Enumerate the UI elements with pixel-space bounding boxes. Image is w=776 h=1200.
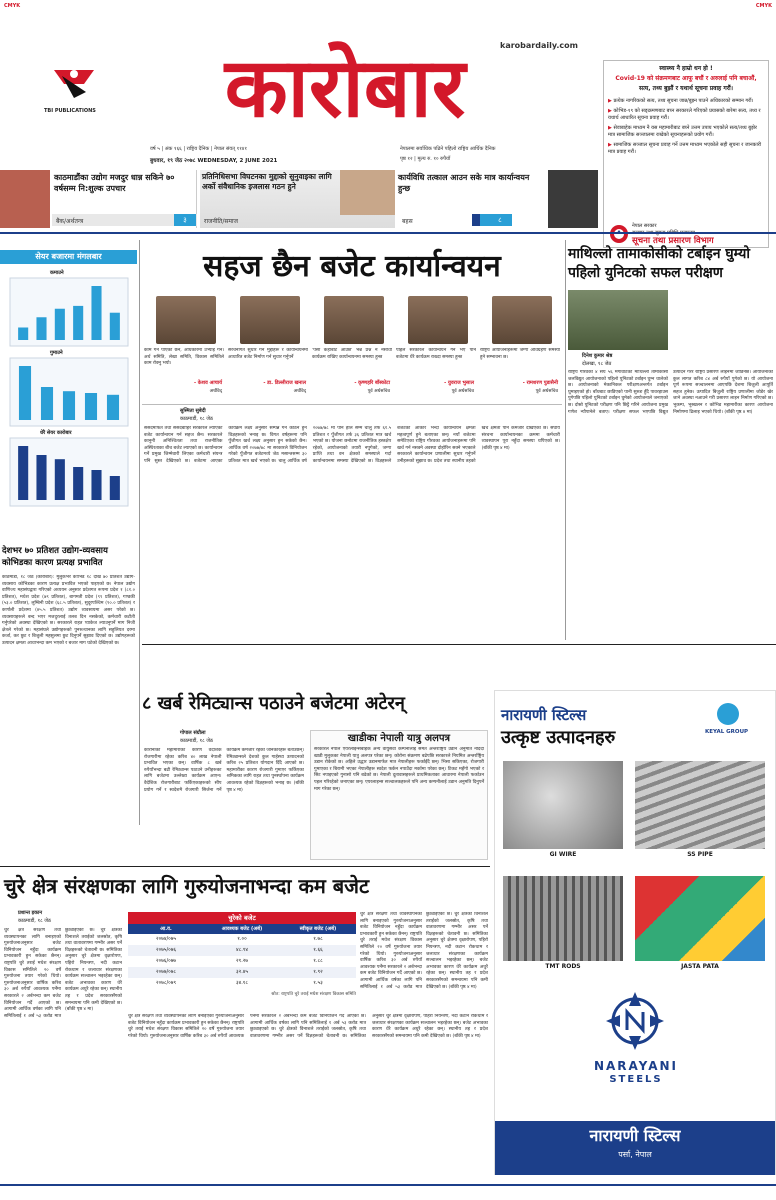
ad-group: KEYAL GROUP xyxy=(705,729,749,735)
table-row xyxy=(128,967,356,978)
remittance-dateline: काठमाडौं, १८ जेठ xyxy=(180,738,213,744)
expert-photo xyxy=(240,296,300,344)
date-line: बुधवार, १९ जेठ २०७८ WEDNESDAY, 2 JUNE 2021 xyxy=(150,158,278,164)
ad-tagline: उत्कृष्ट उत्पादनहरु xyxy=(501,727,616,748)
notice-title-1: स्वास्थ्य नै हाम्रो धन हो ! xyxy=(659,65,713,72)
promo-page: ८ xyxy=(488,214,512,226)
chart-bar xyxy=(73,467,83,500)
tamakoshi-reporter: दिनेश कुमार श्रेष्ठ xyxy=(582,353,613,359)
promo-photo xyxy=(548,170,598,228)
price-line: पृष्ठ १२ | मूल्य रु. १० रुपैयाँ xyxy=(400,156,451,162)
notice-bullet xyxy=(608,108,764,122)
promo-section: बैंक/अर्थतन्त्र xyxy=(56,218,84,225)
chart1-label: कमाउने xyxy=(50,270,64,276)
expert-name: - केशव आचार्य xyxy=(193,380,222,386)
expert-role: पूर्व अर्थसचिव xyxy=(451,389,474,394)
churay-table-title: चुरेको बजेट xyxy=(128,912,356,924)
chart-bar xyxy=(18,446,28,500)
product-label: TMT RODS xyxy=(545,963,581,970)
table-header: आ.व. xyxy=(160,926,172,932)
bullet-icon: ▶ xyxy=(608,98,614,104)
main-body: संसदमार्फत तथा संसदबाहिर सरकारले ल्याएको बजेट कार्यान्वयन गर्न सहज छैन। सरकारले कानुनी अनिश्चितता तथा राजनीतिक अस्थिरताका बीच बजेट ल्याएको छ। कार्यान्वयन गर्ने प्रमुख जिम्मेवारी लिएका कर्मचारी संयन्त्र पनि सुस्त देखिएको छ। बजेटमा आएका कार्यक्रम लक्ष्य अनुसार सम्पन्न गर्न कठिन हुने विज्ञहरूको भनाइ छ। विगत वर्षहरूमा पनि पुँजीगत खर्च लक्ष्य अनुसार हुन सकेको छैन। आर्थिक वर्ष २०७७/७८ मा सरकारले विनियोजन गरेको पुँजीगत बजेटमध्ये जेठ मसान्तसम्म ३० प्रतिशत मात्र खर्च भएको छ। चालु आर्थिक वर्ष २०७७/७८ मा पनि हाल सम्म चालु तर्फ ६१.५ प्रतिशत र पुँजीगत तर्फ ३६ प्रतिशत मात्र खर्च भएको छ। योजना छनोटमा राजनीतिक हस्तक्षेप रहेको, आयोजनाको तयारी नपुगेको, जग्गा प्राप्ति तथा वन क्षेत्रको समस्याले गर्दा कार्यान्वयनमा समस्या देखिएको छ। विज्ञहरूले बजेटको आकार भन्दा कार्यान्वयन क्षमता महत्वपूर्ण हुने बताएका छन्। नयाँ बजेटमा समेटिएका राष्ट्रिय गौरवका आयोजनाहरूमा पनि खर्च गर्न नसक्ने अवस्था दोहोरिन सक्ने भएकाले सरकारले कार्यान्वयन प्रणालीमा सुधार गर्नुपर्ने उनीहरूको सुझाव छ। प्रदेश तथा स्थानीय तहको खर्च क्षमता पनि कमजोर देखिएको छ। संघीय संरचना कार्यान्वयनका क्रममा कर्मचारी व्यवस्थापन पूरा नहुँदा समस्या थपिएको छ। (बाँकी पृष्ठ ४ मा) xyxy=(144,426,560,464)
chart-bar xyxy=(18,327,28,340)
remittance-body: कोरोनाको महामारीका कारण वैदेशिक रोजगारीमा रहेका करिब ४० लाख नेपाली प्रभावित भएका छन्। वार्षिक ८ खर्ब रुपैयाँभन्दा बढी रेमिट्यान्स पठाउने उनीहरूका लागि बजेटमा उल्लेख्य कार्यक्रम आएन। वैदेशिक रोजगारीबाट फर्किएकाहरूको सीप प्रयोग गर्ने र स्वदेशमै रोजगारी सिर्जना गर्ने कार्यक्रम कमजोर रहेको जानकारहरू बताउँछन्। रेमिट्यान्सले देशको कुल गार्हस्थ्य उत्पादनको करिब २५ प्रतिशत योगदान दिँदै आएको छ। महामारीका कारण रोजगारी गुमाएर फर्किएका श्रमिकका लागि राहत तथा पुनर्स्थापना कार्यक्रम आवश्यक रहेको विज्ञहरूको भनाइ छ। (बाँकी पृष्ठ ४ मा) xyxy=(144,748,304,793)
remittance-reporter: गोपाल संग्रौला xyxy=(180,730,206,736)
churay-source: स्रोत: राष्ट्रपति चुरे तराई मधेश संरक्षण विकास समिति xyxy=(271,992,356,997)
churay-body-top: चुरे क्षेत्र संरक्षण तथा व्यवस्थापनका लागि बनाइएको गुरुयोजनाअनुसार बजेट विनियोजन नहुँदा कार्यक्रम प्रभावकारी हुन सकेका छैनन्। राष्ट्रपति चुरे तराई मधेश संरक्षण विकास समितिले २० वर्षे गुरुयोजना तयार गरेको थियो। गुरुयोजनाअनुसार वार्षिक करिब ३० अर्ब रुपैयाँ आवश्यक पर्नेमा सरकारले २ अर्बभन्दा कम बजेट विनियोजन गर्दै आएको छ। आगामी आर्थिक वर्षका लागि पनि समितिलाई १ अर्ब ५३ करोड मात्र छुट्याइएको छ। चुरे क्षेत्रको विनाशले तराईको जलस्रोत, कृषि तथा वातावरणमा गम्भीर असर पर्ने विज्ञहरूको चेतावनी छ। समितिका अनुसार चुरे क्षेत्रमा वृक्षारोपण, पहिरो नियन्त्रण, नदी कटान रोकथाम र जलाधार संरक्षणका कार्यक्रम सञ्चालन भइरहेका छन्। बजेट अभावका कारण धेरै कार्यक्रम अधुरै रहेका छन्। स्थानीय तह र प्रदेश सरकारसँगको समन्वयमा पनि कमी देखिएको छ। (बाँकी पृष्ठ ४ मा) xyxy=(360,912,488,990)
tamakoshi-body: राष्ट्रिय गौरवको ४ सय ५६ मेगावाटको माथिल्लो तामाकोसी जलविद्युत आयोजनाको पहिलो युनिटको टर्बाइन घुम्न थालेको छ। आयोजनाको मेकानिकल परीक्षणअन्तर्गत टर्बाइन घुमाइएको हो। बाँधबाट छाडिएको पानी सुरुङ हुँदै पावरहाउस पुगेपछि पहिलो युनिटको टर्बाइन घुमेको आयोजनाले जनाएको छ। दोस्रो युनिटको परीक्षण पनि छिट्टै गरिने आयोजना प्रमुख गणेश न्यौपानेले बताए। परीक्षण सफल भएपछि विद्युत उत्पादन गरेर राष्ट्रिय प्रसारण लाइनमा जोडिनेछ। आयोजनाको कुल लागत करिब ८४ अर्ब रुपैयाँ पुगेको छ। यो आयोजना पूर्ण रूपमा सञ्चालनमा आएपछि देशमा बिजुली आपूर्ति सहज हुनेछ। उत्पादित बिजुली राष्ट्रिय प्रणालीमा जोडेर खेर जाने अवस्था नआउने गरी प्रसारण लाइन निर्माण गरिएको छ। भुकम्प, भूस्खलन र कोभिड महामारीका कारण आयोजना निर्माणमा ढिलाइ भएको थियो। (बाँकी पृष्ठ ४ मा) xyxy=(568,370,773,415)
churay-reporter: प्रशान्त इकान xyxy=(18,910,43,916)
product-label: JASTA PATA xyxy=(681,963,719,970)
table-cell: ३२.४५ xyxy=(236,969,248,975)
table-cell: २०७७/०७८ xyxy=(156,969,176,975)
promo-text: प्रतिनिधिसभा विघटनका मुद्दाको सुनुवाइका लागि अर्को संवैधानिक इजलास गठन हुने xyxy=(202,172,332,191)
narayani-ad[interactable] xyxy=(494,690,776,1175)
table-cell: १.५३ xyxy=(313,980,323,986)
table-cell: २०७५/०७६ xyxy=(156,947,176,953)
expert-name: - युवराज भुसाल xyxy=(444,380,474,386)
chart-bar xyxy=(107,395,119,420)
notice-bullet-text: कोभिड-१९ को सङ्क्रमणबाट बच्न सरकारले गरिएको प्रयासको बारेमा सत्य, तथ्य र यथार्थ आधारित सूचना प्रवाह गरौं। xyxy=(608,108,761,121)
expert-photo xyxy=(408,296,468,344)
notice-gov: नेपाल सरकार xyxy=(632,223,657,229)
issue-line: वर्ष ५ | अंक १६६ | राष्ट्रिय दैनिक | नेपाल संवत् ११४१ xyxy=(150,146,247,152)
expert-quote: राष्ट्रिय आयोजनाहरूमा जग्गा अधिग्रहण समस्या हुने सम्भावना छ। xyxy=(480,348,560,360)
chart-bar xyxy=(73,306,83,340)
table-cell: १.६६ xyxy=(313,947,323,953)
main-reporter: सुस्मिता सुबेदी xyxy=(180,408,206,414)
promo-item[interactable] xyxy=(200,170,395,228)
tbi-logo xyxy=(44,62,104,112)
covid-notice xyxy=(603,60,769,248)
print-mark-right: CMYK xyxy=(755,3,772,9)
notice-bullet-text: सामाजिक सञ्जाल सूचना प्रवाह गर्ने उत्तम माध्यम भएकोले सही सूचना र जानकारी मात्र प्रवाह गरौं। xyxy=(608,142,762,155)
promo-section: राजनीति/समाज xyxy=(204,218,238,225)
product-label: SS PIPE xyxy=(687,851,713,858)
notice-title-2: Covid-19 को संक्रमणबाट आफू बचौं र अरुलाई पनि बचाऔं, xyxy=(615,75,757,82)
expert-card xyxy=(394,292,478,402)
logo-sub: STEELS xyxy=(609,1074,663,1085)
khadika-headline[interactable]: खाडीका नेपाली यात्रु अलपत्र xyxy=(347,733,451,744)
chart2-label: गुमाउने xyxy=(50,350,63,356)
table-cell: १.७८ xyxy=(313,936,323,942)
left-story-headline[interactable]: देशभर ७० प्रतिशत उद्योग-व्यवसाय कोभिडका कारण प्रत्यक्ष प्रभावित xyxy=(2,546,108,568)
chart-bar xyxy=(63,391,75,420)
churay-body-left: चुरे क्षेत्र संरक्षण तथा व्यवस्थापनका लागि बनाइएको गुरुयोजनाअनुसार बजेट विनियोजन नहुँदा कार्यक्रम प्रभावकारी हुन सकेका छैनन्। राष्ट्रपति चुरे तराई मधेश संरक्षण विकास समितिले २० वर्षे गुरुयोजना तयार गरेको थियो। गुरुयोजनाअनुसार वार्षिक करिब ३० अर्ब रुपैयाँ आवश्यक पर्नेमा सरकारले २ अर्बभन्दा कम बजेट विनियोजन गर्दै आएको छ। आगामी आर्थिक वर्षका लागि पनि समितिलाई १ अर्ब ५३ करोड मात्र छुट्याइएको छ। चुरे क्षेत्रको विनाशले तराईको जलस्रोत, कृषि तथा वातावरणमा गम्भीर असर पर्ने विज्ञहरूको चेतावनी छ। समितिका अनुसार चुरे क्षेत्रमा वृक्षारोपण, पहिरो नियन्त्रण, नदी कटान रोकथाम र जलाधार संरक्षणका कार्यक्रम सञ्चालन भइरहेका छन्। बजेट अभावका कारण धेरै कार्यक्रम अधुरै रहेका छन्। स्थानीय तह र प्रदेश सरकारसँगको समन्वयमा पनि कमी देखिएको छ। (बाँकी पृष्ठ ४ मा) xyxy=(4,928,122,1019)
tamakoshi-dateline: दोलखा, १८ जेठ xyxy=(582,361,612,367)
registration-line: नेपालमा सर्वाधिक पढिने पहिलो राष्ट्रिय आर्थिक दैनिक xyxy=(400,146,496,152)
notice-dept: सूचना तथा प्रसारण विभाग xyxy=(632,236,714,246)
tamakoshi-headline[interactable]: माथिल्लो तामाकोसीको टर्बाइन घुम्यो पहिलो युनिटको सफल परीक्षण xyxy=(568,246,750,281)
ad-footer-brand: नारायणी स्टिल्स xyxy=(589,1126,681,1145)
promo-photo xyxy=(340,170,395,215)
ad-footer xyxy=(495,1121,775,1175)
expert-card xyxy=(226,292,310,402)
expert-role: पूर्व अर्थसचिव xyxy=(535,389,558,394)
expert-card xyxy=(310,292,394,402)
table-cell: ४८.९४ xyxy=(236,947,248,953)
expert-photo xyxy=(492,296,552,344)
promo-photo xyxy=(0,170,50,228)
chart-bar xyxy=(55,309,65,340)
churay-headline[interactable]: चुरे क्षेत्र संरक्षणका लागि गुरुयोजनाभन्दा कम बजेट xyxy=(4,874,370,898)
promo-text: कार्यविधि तत्काल आउन सके मात्र कार्यान्वयन हुन्छ xyxy=(398,173,530,193)
market-title: सेयर बजारमा मंगलबार xyxy=(0,250,137,264)
expert-role: अर्थविद् xyxy=(293,389,306,394)
churay-table xyxy=(128,912,356,1010)
notice-bullet xyxy=(608,125,764,139)
narayani-logo-icon xyxy=(595,986,675,1056)
table-cell: ३४.१८ xyxy=(236,980,248,986)
main-headline[interactable]: सहज छैन बजेट कार्यान्वयन xyxy=(203,249,501,284)
expert-photo xyxy=(156,296,216,344)
expert-card xyxy=(478,292,562,402)
khadika-box xyxy=(310,730,488,860)
bullet-icon: ▶ xyxy=(608,108,614,114)
jasta-pata-photo xyxy=(635,876,765,961)
keyal-icon xyxy=(717,703,739,725)
expert-quote: काम गर्ने पाएको छैन, अधिकारमा उभ्याइ गर्ने। अर्थ समिति, लेखा समिति, विकास समितिले काम रोक्नु भयो। xyxy=(144,348,224,367)
table-cell: २१.२७ xyxy=(236,958,248,964)
expert-role: अर्थविद् xyxy=(209,389,222,394)
expert-quote: 'पैसा कहाँबाट आउँछ' भन्ने प्रश्न नै नसोधी कार्यक्रम राखिए कार्यान्वयनमा समस्या हुन्छ xyxy=(312,348,392,360)
logo-name: NARAYANI xyxy=(593,1059,679,1073)
expert-quote: पहिले सरकारले कार्यान्वयन गर्ने भए पनि बजेटमा धेरै कार्यक्रम राख्दा समस्या हुन्छ xyxy=(396,348,476,360)
expert-role: पूर्व अर्थसचिव xyxy=(367,389,390,394)
table-cell: २०७८/०७९ xyxy=(156,980,176,986)
left-story-body: काठमाडौं, १८ जेठ (कारोबार): मुलुकभर कोभिड १८ देखि ७० प्रतिशत उद्योग-व्यवसाय कोभिडका कारण प्रत्यक्ष प्रभावित भएको पाइएको छ। नेपाल उद्योग वाणिज्य महासंघद्वारा गरिएको अध्ययन अनुसार प्रदेशगत रूपमा प्रदेश १ (८१.० प्रतिशत), मधेश प्रदेश (७९ प्रतिशत), बागमती प्रदेश (९९ प्रतिशत), गण्डकी (५३.० प्रतिशत), लुम्बिनी प्रदेश (६८.५ प्रतिशत), सुदूरपश्चिम (९०.० प्रतिशत) र कर्णाली प्रदेशमा (४५.५ प्रतिशत) उद्योग व्यवसायमा असर परेको छ। व्यवसायहरूले बन्द भएर मजदुरलाई तलब दिन नसकेको, कर्मचारी कटौती गर्नुपरेको अवस्था देखिएको छ। सरकारले राहत प्याकेज ल्याउनुपर्ने माग निजी क्षेत्रले गरेको छ। महासंघले उद्योगहरूको पुनरुत्थानका लागि सहुलियत दरमा कर्जा, कर छुट र बिजुली महसुलमा छुट दिनुपर्ने सुझाव दिएको छ। उद्योगहरूको उत्पादन क्षमता आधाभन्दा कम भएको र बजार माग घटेको देखिएको छ। xyxy=(2,575,135,646)
chart3-label: धेरै सेयर कारोबार xyxy=(40,430,72,436)
chart-bar xyxy=(36,317,46,340)
notice-bullet-text: प्रत्येक नागरिकको सत्य, तथ्य सूचना जान्न/बुझ्न पाउने अधिकारको सम्मान गरौं। xyxy=(613,98,754,104)
churay-body-right: चुरे क्षेत्र संरक्षण तथा व्यवस्थापनका लागि बनाइएको गुरुयोजनाअनुसार बजेट विनियोजन नहुँदा कार्यक्रम प्रभावकारी हुन सकेका छैनन्। राष्ट्रपति चुरे तराई मधेश संरक्षण विकास समितिले २० वर्षे गुरुयोजना तयार गरेको थियो। गुरुयोजनाअनुसार वार्षिक करिब ३० अर्ब रुपैयाँ आवश्यक पर्नेमा सरकारले २ अर्बभन्दा कम बजेट विनियोजन गर्दै आएको छ। आगामी आर्थिक वर्षका लागि पनि समितिलाई १ अर्ब ५३ करोड मात्र छुट्याइएको छ। चुरे क्षेत्रको विनाशले तराईको जलस्रोत, कृषि तथा वातावरणमा गम्भीर असर पर्ने विज्ञहरूको चेतावनी छ। समितिका अनुसार चुरे क्षेत्रमा वृक्षारोपण, पहिरो नियन्त्रण, नदी कटान रोकथाम र जलाधार संरक्षणका कार्यक्रम सञ्चालन भइरहेका छन्। बजेट अभावका कारण धेरै कार्यक्रम अधुरै रहेका छन्। स्थानीय तह र प्रदेश सरकारसँगको समन्वयमा पनि कमी देखिएको छ। (बाँकी पृष्ठ ४ मा) xyxy=(128,1014,488,1039)
chart-bar xyxy=(19,366,31,420)
notice-bullet xyxy=(608,142,764,156)
chart-bar xyxy=(41,387,53,420)
notice-title-3: सत्य, तथ्य बुझौं र यथार्थ सूचना प्रवाह गरौं। xyxy=(639,85,733,92)
tbi-logo-mark xyxy=(44,62,104,102)
promo-item[interactable] xyxy=(52,170,197,228)
expert-card xyxy=(142,292,226,402)
promo-item[interactable] xyxy=(398,170,598,228)
ss-pipe-photo xyxy=(635,761,765,849)
website-url[interactable]: karobardaily.com xyxy=(500,41,578,50)
table-row xyxy=(128,934,356,945)
tmt-rods-photo xyxy=(503,876,623,961)
expert-name: - डा. डिल्लीराज खनाल xyxy=(263,380,306,386)
chart-bar xyxy=(91,286,101,340)
ad-brand: नारायणी स्टिल्स xyxy=(501,706,587,724)
promo-strip xyxy=(0,170,600,228)
main-dateline: काठमाडौं, १८ जेठ xyxy=(180,416,213,422)
table-row xyxy=(128,978,356,989)
bullet-icon: ▶ xyxy=(608,125,614,131)
bullet-icon: ▶ xyxy=(608,142,614,148)
expert-photo xyxy=(324,296,384,344)
expert-quote: संरचनागत सुधार गर्ने मुद्दाहरू र कार्यान्वयनमा आधारित बजेट निर्माण गर्न सुधार गर्नुपर्ने xyxy=(228,348,308,360)
chart-bar xyxy=(55,459,65,500)
expert-name: - कृष्णहरि बाँस्कोटा xyxy=(354,380,390,386)
chart-bar xyxy=(36,455,46,500)
chart-bar xyxy=(110,476,120,500)
nepal-emblem-icon xyxy=(608,224,630,244)
churay-dateline: काठमाडौं, १८ जेठ xyxy=(18,918,51,924)
tamakoshi-photo xyxy=(568,290,668,350)
promo-page: ३ xyxy=(174,214,196,226)
ad-footer-location: पर्सा, नेपाल xyxy=(618,1150,652,1159)
chart-bar xyxy=(110,313,120,340)
gi-wire-photo xyxy=(503,761,623,849)
notice-bullet-text: सेवाबाहेक माध्यम नै यस महामारीबाट बच्ने उत्तम उपाय भएकोले सत्य/तथ्य बुझेर मात्र सामाजिक सञ्जालमा राखेको सूचनाहरूको प्रयोग गरौं। xyxy=(608,125,757,138)
masthead-title: कारोबार xyxy=(224,40,466,136)
expert-name: - रामशरण पुडासैनी xyxy=(522,380,558,386)
promo-section: बहस xyxy=(402,218,413,225)
table-row xyxy=(128,956,356,967)
remittance-headline[interactable]: ८ खर्ब रेमिट्यान्स पठाउने बजेटमा अटेरन् xyxy=(142,693,405,714)
market-chart-svg xyxy=(0,266,137,536)
promo-text: काठमाडौंका उद्योग मजदुर धान्न सकिने ७० वर्षसम्म नि:शुल्क उपचार xyxy=(54,173,175,193)
table-cell: १.०० xyxy=(237,936,247,942)
print-mark-left: CMYK xyxy=(4,3,21,9)
chart-bar xyxy=(91,470,101,500)
table-cell: १.८८ xyxy=(313,958,323,964)
khadika-body: सरकारले नेपाल एयरलाइन्सबाहेक अन्य वायुसेवा कम्पनीलाई समेत अन्तर्राष्ट्रिय उडान अनुमति नदिँदा खाडी मुलुकका नेपाली यात्रु अलपत्र परेका छन्। कोरोना संक्रमण बढेपछि सरकारले नियमित अन्तर्राष्ट्रिय उडान रोकेको छ। अहिले उद्धार उडानमार्फत मात्र नेपालीहरू फर्काइँदै छन्। भिसा सकिएका, रोजगारी गुमाएका र बिरामी भएका नेपालीहरू स्वदेश फर्कन नपाउँदा मर्कामा परेका छन्। टिकट महँगो भएको र सिट नपाइएको गुनासो पनि बढेको छ। नेपाली दूतावासहरूले प्राथमिकताका आधारमा नेपाली फर्काउन पहल गरिरहेको जनाएका छन्। एयरलाइन्स सञ्चालकहरूले पनि अन्य कम्पनीलाई उडान अनुमति दिनुपर्ने माग गरेका छन्। xyxy=(314,747,484,792)
expert-row xyxy=(142,292,562,402)
table-cell: १.९२ xyxy=(313,969,323,975)
table-header: आवश्यक बजेट (अर्ब) xyxy=(221,926,263,932)
chart-bar xyxy=(85,393,97,420)
table-header: स्वीकृत बजेट (अर्ब) xyxy=(299,926,337,932)
product-label: GI WIRE xyxy=(549,851,577,858)
publisher-label: TBI PUBLICATIONS xyxy=(44,108,96,114)
table-cell: २०७४/०७५ xyxy=(156,936,176,942)
table-row xyxy=(128,945,356,956)
table-cell: २०७६/०७७ xyxy=(156,958,176,964)
notice-bullet xyxy=(608,98,764,105)
